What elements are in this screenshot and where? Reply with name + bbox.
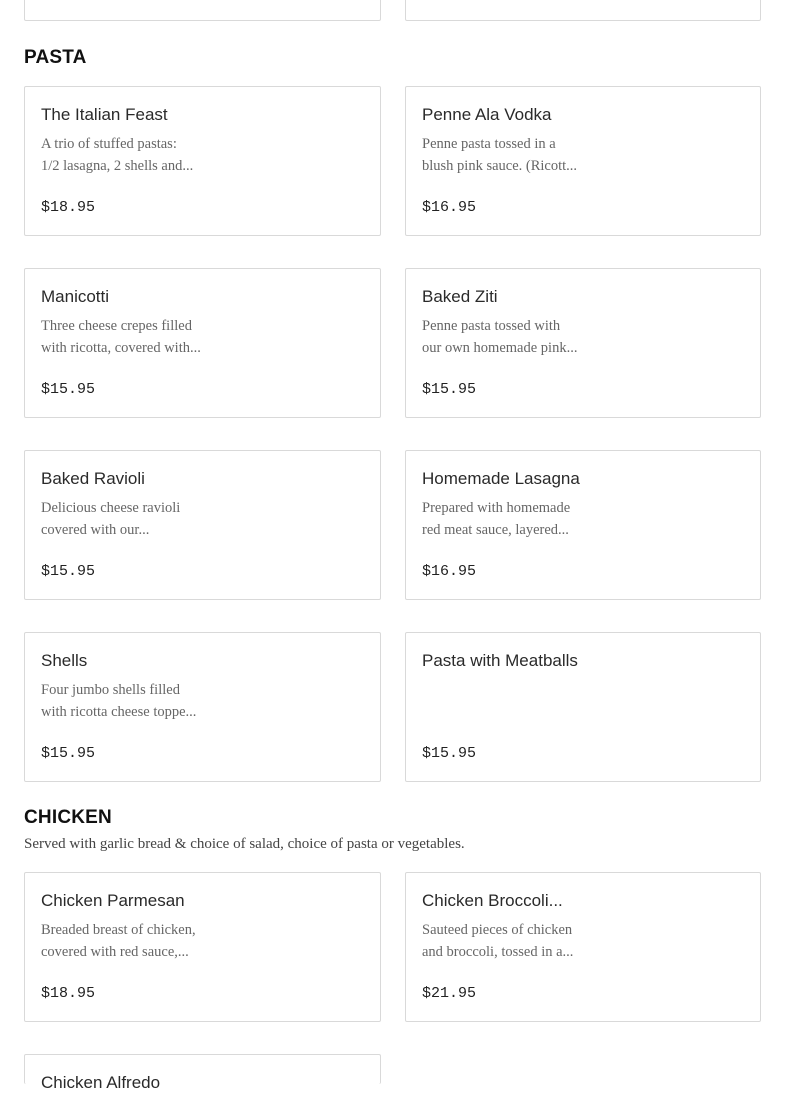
menu-item-name: The Italian Feast bbox=[41, 105, 168, 124]
menu-item-name: Chicken Broccoli... bbox=[422, 891, 563, 910]
menu-item-price: $15.95 bbox=[41, 745, 96, 762]
menu-item-name: Chicken Alfredo bbox=[41, 1073, 161, 1092]
menu-item-card[interactable] bbox=[24, 1054, 381, 1092]
menu-item-description: Prepared with homemade red meat sauce, layered... bbox=[422, 500, 571, 538]
menu-item-price: $18.95 bbox=[41, 985, 96, 1002]
menu-item-price: $15.95 bbox=[422, 745, 477, 762]
menu-item-name: Manicotti bbox=[41, 287, 110, 306]
menu-item-card[interactable] bbox=[405, 450, 761, 600]
menu-item-price: $16.95 bbox=[422, 199, 477, 216]
menu-item-price: $16.95 bbox=[422, 563, 477, 580]
menu-item-description: Four jumbo shells filled with ricotta cheese toppe... bbox=[41, 682, 197, 720]
menu-item-price: $15.95 bbox=[422, 381, 477, 398]
menu-item-card[interactable] bbox=[24, 268, 381, 418]
menu-item-card-partial[interactable] bbox=[405, 0, 761, 21]
section-title-pasta: PASTA bbox=[24, 47, 87, 68]
menu-item-name: Pasta with Meatballs bbox=[422, 651, 578, 670]
menu-item-description: Penne pasta tossed in a blush pink sauce. (Ricott... bbox=[422, 136, 578, 174]
menu-item-card[interactable] bbox=[405, 86, 761, 236]
menu-item-description: Three cheese crepes filled with ricotta, covered with... bbox=[41, 318, 201, 356]
menu-item-name: Baked Ravioli bbox=[41, 469, 145, 488]
menu-item-card[interactable] bbox=[405, 632, 761, 782]
menu-item-card[interactable] bbox=[24, 632, 381, 782]
menu-item-name: Penne Ala Vodka bbox=[422, 105, 552, 124]
menu-item-price: $18.95 bbox=[41, 199, 96, 216]
menu-item-price: $15.95 bbox=[41, 381, 96, 398]
menu-item-name: Shells bbox=[41, 651, 88, 670]
menu-item-name: Homemade Lasagna bbox=[422, 469, 580, 488]
menu-item-description: Delicious cheese ravioli covered with our... bbox=[41, 500, 181, 538]
menu-item-description: A trio of stuffed pastas: 1/2 lasagna, 2 shells and... bbox=[41, 136, 194, 174]
menu-item-name: Chicken Parmesan bbox=[41, 891, 185, 910]
menu-item-price: $21.95 bbox=[422, 985, 477, 1002]
menu-item-card[interactable] bbox=[24, 86, 381, 236]
menu-item-price: $15.95 bbox=[41, 563, 96, 580]
menu-item-description: Breaded breast of chicken, covered with red sauce,... bbox=[41, 922, 196, 960]
menu-item-card[interactable] bbox=[24, 450, 381, 600]
menu-item-description: Penne pasta tossed with our own homemade pink... bbox=[422, 318, 578, 356]
menu-item-description: Sauteed pieces of chicken and broccoli, tossed in a... bbox=[422, 922, 574, 960]
section-subtitle-chicken: Served with garlic bread & choice of salad, choice of pasta or vegetables. bbox=[24, 836, 465, 852]
menu-item-card[interactable] bbox=[405, 268, 761, 418]
menu-item-card[interactable] bbox=[24, 872, 381, 1022]
menu-item-card-partial[interactable] bbox=[24, 0, 381, 21]
menu-item-name: Baked Ziti bbox=[422, 287, 498, 306]
menu-item-card[interactable] bbox=[405, 872, 761, 1022]
section-title-chicken: CHICKEN bbox=[24, 807, 112, 828]
